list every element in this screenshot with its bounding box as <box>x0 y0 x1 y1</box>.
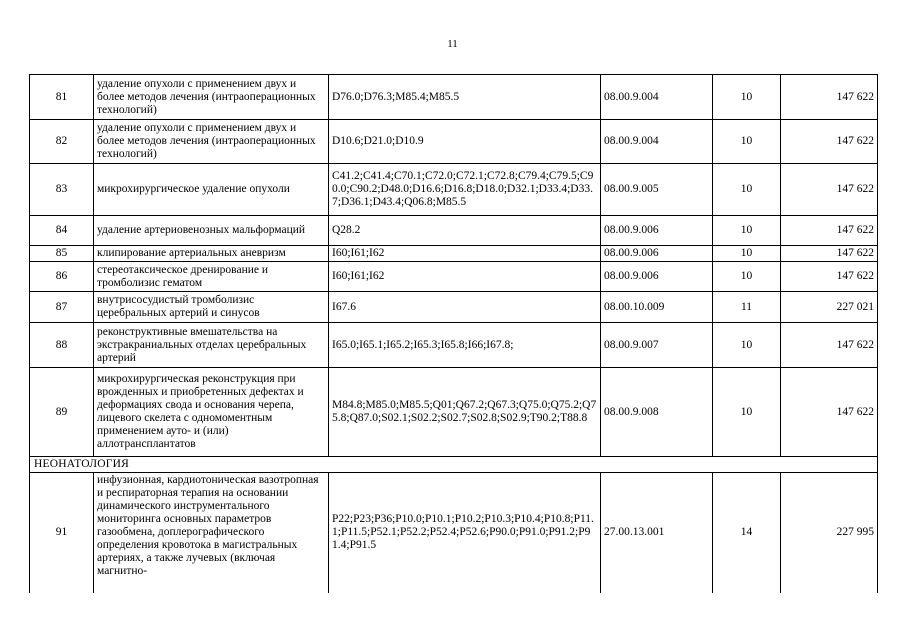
procedure-description: удаление артериовенозных мальформаций <box>94 216 329 246</box>
coefficient: 10 <box>713 323 781 368</box>
row-number: 91 <box>30 473 94 593</box>
icd-codes: I60;I61;I62 <box>329 246 601 262</box>
group-code: 08.00.9.007 <box>601 323 713 368</box>
row-number: 81 <box>30 75 94 120</box>
table-row <box>30 368 878 457</box>
section-row <box>30 457 878 473</box>
icd-codes: I65.0;I65.1;I65.2;I65.3;I65.8;I66;I67.8; <box>329 323 601 368</box>
coefficient: 10 <box>713 368 781 457</box>
table-row <box>30 120 878 164</box>
price: 227 021 <box>781 292 878 323</box>
group-code: 08.00.9.006 <box>601 262 713 292</box>
coefficient: 10 <box>713 216 781 246</box>
row-number: 84 <box>30 216 94 246</box>
icd-codes: C41.2;C41.4;C70.1;C72.0;C72.1;C72.8;C79.4;C79.5;C90.0;C90.2;D48.0;D16.6;D16.8;D18.0;D32.1;D33.4;D33.7;D36.1;D43.4;Q06.8;M85.5 <box>329 164 601 216</box>
page-number: 11 <box>447 38 458 50</box>
price: 147 622 <box>781 120 878 164</box>
price: 147 622 <box>781 164 878 216</box>
row-number: 87 <box>30 292 94 323</box>
table-row <box>30 473 878 593</box>
group-code: 08.00.9.008 <box>601 368 713 457</box>
price: 147 622 <box>781 323 878 368</box>
group-code: 27.00.13.001 <box>601 473 713 593</box>
procedure-description: внутрисосудистый тромболизис церебральных артерий и синусов <box>94 292 329 323</box>
procedure-description: удаление опухоли с применением двух и более методов лечения (интраоперационных технологий) <box>94 75 329 120</box>
procedure-description: удаление опухоли с применением двух и более методов лечения (интраоперационных технологий) <box>94 120 329 164</box>
price: 147 622 <box>781 246 878 262</box>
procedure-description: микрохирургическая реконструкция при врожденных и приобретенных дефектах и деформациях свода и основания черепа, лицевого скелета с одномоментным применением ауто- и (или) аллотрансплантатов <box>94 368 329 457</box>
icd-codes: P22;P23;P36;P10.0;P10.1;P10.2;P10.3;P10.4;P10.8;P11.1;P11.5;P52.1;P52.2;P52.4;P52.6;P90.0;P91.0;P91.2;P91.4;P91.5 <box>329 473 601 593</box>
row-number: 83 <box>30 164 94 216</box>
price: 147 622 <box>781 262 878 292</box>
price: 147 622 <box>781 216 878 246</box>
coefficient: 14 <box>713 473 781 593</box>
icd-codes: Q28.2 <box>329 216 601 246</box>
row-number: 86 <box>30 262 94 292</box>
procedure-description: стереотаксическое дренирование и тромболизис гематом <box>94 262 329 292</box>
table-row <box>30 75 878 120</box>
group-code: 08.00.9.004 <box>601 120 713 164</box>
row-number: 88 <box>30 323 94 368</box>
table-row <box>30 323 878 368</box>
price: 147 622 <box>781 75 878 120</box>
table-row <box>30 292 878 323</box>
group-code: 08.00.9.006 <box>601 246 713 262</box>
price: 147 622 <box>781 368 878 457</box>
group-code: 08.00.9.006 <box>601 216 713 246</box>
table-row <box>30 262 878 292</box>
table-row <box>30 246 878 262</box>
row-number: 82 <box>30 120 94 164</box>
icd-codes: M84.8;M85.0;M85.5;Q01;Q67.2;Q67.3;Q75.0;Q75.2;Q75.8;Q87.0;S02.1;S02.2;S02.7;S02.8;S02.9;T90.2;T88.8 <box>329 368 601 457</box>
icd-codes: D76.0;D76.3;M85.4;M85.5 <box>329 75 601 120</box>
row-number: 85 <box>30 246 94 262</box>
coefficient: 10 <box>713 120 781 164</box>
coefficient: 11 <box>713 292 781 323</box>
icd-codes: I60;I61;I62 <box>329 262 601 292</box>
procedure-description: клипирование артериальных аневризм <box>94 246 329 262</box>
procedures-table <box>29 74 878 593</box>
coefficient: 10 <box>713 246 781 262</box>
table-row <box>30 164 878 216</box>
price: 227 995 <box>781 473 878 593</box>
group-code: 08.00.9.004 <box>601 75 713 120</box>
procedure-description: реконструктивные вмешательства на экстракраниальных отделах церебральных артерий <box>94 323 329 368</box>
icd-codes: I67.6 <box>329 292 601 323</box>
section-title: НЕОНАТОЛОГИЯ <box>30 457 878 473</box>
row-number: 89 <box>30 368 94 457</box>
coefficient: 10 <box>713 75 781 120</box>
group-code: 08.00.10.009 <box>601 292 713 323</box>
procedure-description: микрохирургическое удаление опухоли <box>94 164 329 216</box>
coefficient: 10 <box>713 262 781 292</box>
coefficient: 10 <box>713 164 781 216</box>
icd-codes: D10.6;D21.0;D10.9 <box>329 120 601 164</box>
group-code: 08.00.9.005 <box>601 164 713 216</box>
procedure-description: инфузионная, кардиотоническая вазотропная и респираторная терапия на основании динамического инструментального мониторинга основных параметров газообмена, доплерографического определения кровотока в магистральных артериях, а также лучевых (включая магнитно- <box>94 473 329 593</box>
table-row <box>30 216 878 246</box>
